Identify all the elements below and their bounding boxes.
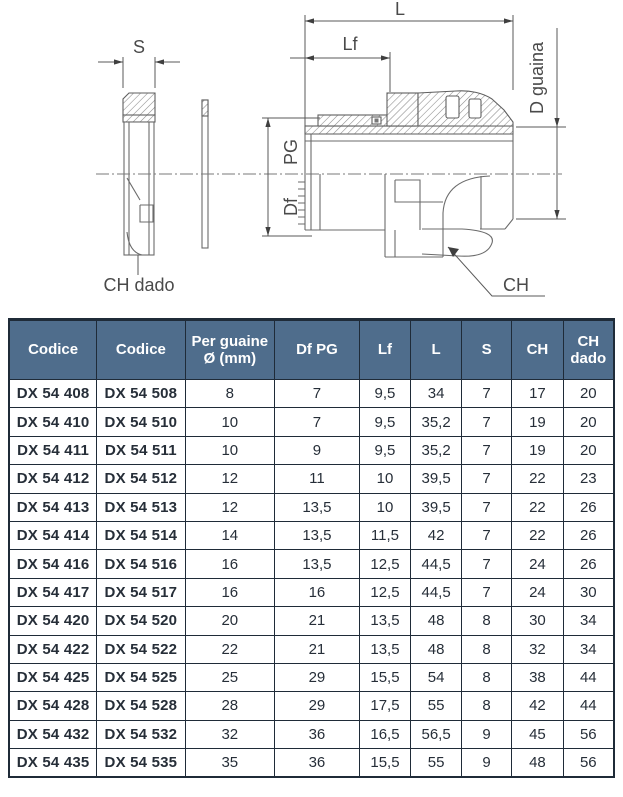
value-cell: 7 [462,408,512,436]
value-cell: 38 [512,663,563,691]
value-cell: 11,5 [359,521,410,549]
value-cell: 48 [512,749,563,778]
code-cell: DX 54 412 [9,465,97,493]
code-cell: DX 54 411 [9,436,97,464]
code-cell: DX 54 428 [9,692,97,720]
value-cell: 35,2 [411,408,462,436]
value-cell: 9 [462,720,512,748]
value-cell: 12,5 [359,578,410,606]
header-cell: S [462,320,512,380]
value-cell: 15,5 [359,663,410,691]
code-cell: DX 54 425 [9,663,97,691]
value-cell: 7 [462,521,512,549]
code-cell: DX 54 511 [97,436,185,464]
value-cell: 42 [512,692,563,720]
code-cell: DX 54 520 [97,607,185,635]
code-cell: DX 54 420 [9,607,97,635]
value-cell: 22 [512,465,563,493]
value-cell: 36 [275,720,360,748]
value-cell: 9,5 [359,408,410,436]
value-cell: 10 [185,436,275,464]
code-cell: DX 54 517 [97,578,185,606]
table-row [9,635,614,663]
header-cell: CH [512,320,563,380]
table-row [9,607,614,635]
code-cell: DX 54 410 [9,408,97,436]
value-cell: 39,5 [411,493,462,521]
value-cell: 21 [275,607,360,635]
value-cell: 7 [462,578,512,606]
code-cell: DX 54 432 [9,720,97,748]
value-cell: 36 [275,749,360,778]
value-cell: 44 [563,692,614,720]
table-row [9,720,614,748]
value-cell: 34 [563,607,614,635]
code-cell: DX 54 516 [97,550,185,578]
value-cell: 15,5 [359,749,410,778]
dim-label-pg: PG [281,138,301,166]
value-cell: 22 [185,635,275,663]
code-cell: DX 54 435 [9,749,97,778]
value-cell: 24 [512,578,563,606]
table-row [9,408,614,436]
table-row [9,380,614,408]
value-cell: 8 [462,663,512,691]
value-cell: 55 [411,692,462,720]
code-cell: DX 54 532 [97,720,185,748]
code-cell: DX 54 525 [97,663,185,691]
table-row [9,521,614,549]
header-cell: CH dado [563,320,614,380]
value-cell: 9,5 [359,380,410,408]
value-cell: 16 [185,578,275,606]
code-cell: DX 54 510 [97,408,185,436]
value-cell: 20 [563,408,614,436]
value-cell: 12 [185,465,275,493]
code-cell: DX 54 417 [9,578,97,606]
value-cell: 25 [185,663,275,691]
dim-label-l: L [394,0,406,19]
value-cell: 39,5 [411,465,462,493]
dimension-s [98,57,180,88]
value-cell: 8 [462,692,512,720]
value-cell: 8 [462,635,512,663]
value-cell: 35 [185,749,275,778]
header-row [9,320,614,380]
value-cell: 29 [275,692,360,720]
value-cell: 9 [462,749,512,778]
value-cell: 22 [512,521,563,549]
label-ch-dado: CH dado [103,275,175,295]
value-cell: 7 [462,465,512,493]
value-cell: 48 [411,607,462,635]
label-ch: CH [503,275,529,295]
code-cell: DX 54 414 [9,521,97,549]
value-cell: 8 [185,380,275,408]
value-cell: 30 [512,607,563,635]
value-cell: 13,5 [275,521,360,549]
value-cell: 8 [462,607,512,635]
code-cell: DX 54 513 [97,493,185,521]
code-cell: DX 54 508 [97,380,185,408]
value-cell: 12 [185,493,275,521]
dim-label-d-guaina: D guaina [527,41,547,115]
value-cell: 7 [462,380,512,408]
value-cell: 17 [512,380,563,408]
header-cell: Codice [97,320,185,380]
dim-label-df: Df [281,198,301,216]
header-cell: Lf [359,320,410,380]
value-cell: 7 [275,408,360,436]
value-cell: 26 [563,550,614,578]
table-row [9,692,614,720]
code-cell: DX 54 422 [9,635,97,663]
table-row [9,550,614,578]
value-cell: 20 [563,380,614,408]
value-cell: 21 [275,635,360,663]
value-cell: 44 [563,663,614,691]
value-cell: 16 [185,550,275,578]
code-cell: DX 54 413 [9,493,97,521]
dim-label-lf: Lf [342,34,358,54]
value-cell: 7 [462,493,512,521]
table-row [9,578,614,606]
value-cell: 20 [185,607,275,635]
value-cell: 34 [563,635,614,663]
value-cell: 23 [563,465,614,493]
value-cell: 48 [411,635,462,663]
value-cell: 56,5 [411,720,462,748]
value-cell: 35,2 [411,436,462,464]
value-cell: 44,5 [411,578,462,606]
value-cell: 10 [359,465,410,493]
value-cell: 20 [563,436,614,464]
value-cell: 13,5 [275,550,360,578]
value-cell: 56 [563,720,614,748]
value-cell: 17,5 [359,692,410,720]
value-cell: 44,5 [411,550,462,578]
value-cell: 32 [185,720,275,748]
dimensions-table [8,318,615,778]
value-cell: 14 [185,521,275,549]
value-cell: 22 [512,493,563,521]
value-cell: 30 [563,578,614,606]
value-cell: 34 [411,380,462,408]
table-row [9,663,614,691]
value-cell: 16,5 [359,720,410,748]
value-cell: 19 [512,436,563,464]
code-cell: DX 54 522 [97,635,185,663]
value-cell: 13,5 [359,635,410,663]
table-body [9,380,614,778]
value-cell: 19 [512,408,563,436]
cable-gland-drawing [0,0,623,314]
table-row [9,465,614,493]
dim-label-s: S [132,37,146,57]
header-cell: Per guaine Ø (mm) [185,320,275,380]
value-cell: 9,5 [359,436,410,464]
value-cell: 7 [462,550,512,578]
header-cell: Codice [9,320,97,380]
value-cell: 29 [275,663,360,691]
value-cell: 56 [563,749,614,778]
value-cell: 16 [275,578,360,606]
table-row [9,749,614,778]
value-cell: 26 [563,521,614,549]
value-cell: 32 [512,635,563,663]
value-cell: 11 [275,465,360,493]
code-cell: DX 54 416 [9,550,97,578]
ch-leader [448,247,545,296]
code-cell: DX 54 512 [97,465,185,493]
value-cell: 10 [359,493,410,521]
table-row [9,493,614,521]
value-cell: 54 [411,663,462,691]
code-cell: DX 54 514 [97,521,185,549]
value-cell: 12,5 [359,550,410,578]
table-row [9,436,614,464]
value-cell: 10 [185,408,275,436]
value-cell: 28 [185,692,275,720]
value-cell: 13,5 [359,607,410,635]
value-cell: 26 [563,493,614,521]
header-cell: Df PG [275,320,360,380]
value-cell: 55 [411,749,462,778]
value-cell: 13,5 [275,493,360,521]
value-cell: 24 [512,550,563,578]
technical-drawing [0,0,623,314]
code-cell: DX 54 535 [97,749,185,778]
value-cell: 7 [275,380,360,408]
code-cell: DX 54 528 [97,692,185,720]
value-cell: 45 [512,720,563,748]
value-cell: 9 [275,436,360,464]
value-cell: 42 [411,521,462,549]
value-cell: 7 [462,436,512,464]
code-cell: DX 54 408 [9,380,97,408]
header-cell: L [411,320,462,380]
